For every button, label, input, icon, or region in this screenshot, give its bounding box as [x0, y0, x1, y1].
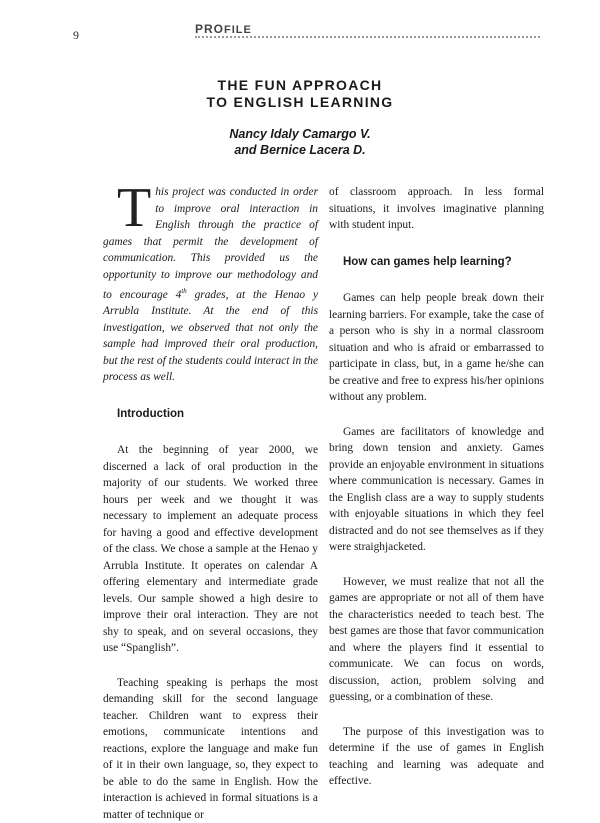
section-label-first: PRO — [195, 22, 225, 36]
abstract-text-before: his project was conducted in order to improve oral interaction in English through the practice of games that permit the development of communication. This provided us the opportunity to improve our methodology and to encourage 4 — [103, 186, 318, 301]
games-paragraph-3: However, we must realize that not all the games are appropriate or not all of them have the characteristics needed to teach best. The best games are those that favor communication and where the players find it essential to communicate. We can focus on words, discussion, action, problem solving and guessing, or a combination of these. — [329, 575, 544, 703]
section-label-rest: FILE — [224, 24, 252, 36]
games-paragraph-1: Games can help people break down their learning barriers. For example, take the case of a person who is shy in a normal classroom situation and who is afraid or embarrassed to participate in class, but, in a game he/she can be creative and free to express his/her opinions without any problem. — [329, 292, 544, 403]
left-column — [103, 177, 319, 823]
article-title — [0, 77, 600, 111]
abstract-paragraph — [103, 177, 319, 386]
intro-paragraph-1: At the beginning of year 2000, we discerned a lack of oral production in the majority of our students. We worked three hours per week and we thought it was necessary to implement an adequate process for having a good and effective development of the class. We chose a sample at the Henao y Arrubla Institute. It operates on calendar A offering elementary and intermediate grade levels. Our sample showed a high desire to improve their oral interaction. They are not shy to speak, and on several occasions, they use “Spanglish”. — [103, 444, 318, 655]
right-paragraph-0: of classroom approach. In less formal situations, it involves imaginative planning with student input. — [329, 186, 544, 231]
header-dotted-rule — [195, 36, 540, 38]
title-line-1: THE FUN APPROACH — [217, 77, 383, 93]
page-number: 9 — [73, 28, 79, 42]
drop-cap: T — [117, 177, 152, 239]
introduction-heading: Introduction — [117, 407, 185, 420]
title-line-2: TO ENGLISH LEARNING — [206, 94, 394, 110]
games-heading: How can games help learning? — [343, 255, 512, 268]
right-column — [329, 184, 544, 790]
author-line-2: and Bernice Lacera D. — [234, 143, 366, 157]
abstract-superscript: th — [181, 287, 187, 295]
games-paragraph-2: Games are facilitators of knowledge and bring down tension and anxiety. Games provide an enjoyable environment in situations where communication is necessary. Games in the English class are a way to supply students with enjoyable situations in which they feel distracted and do not see themselves as if they were straighjacketed. — [329, 425, 544, 553]
author-line-1: Nancy Idaly Camargo V. — [229, 127, 371, 141]
intro-paragraph-2: Teaching speaking is perhaps the most demanding skill for the second language teacher. Children want to express their emotions, communicate intentions and reactions, explore the language and make fun of it in their own language, so, they expect to be able to do the same in English. How the interaction is achieved in formal situations is a matter of technique or — [103, 676, 318, 821]
games-paragraph-4: The purpose of this investigation was to determine if the use of games in English teaching and learning was adequate and effective. — [329, 725, 544, 787]
article-authors — [0, 126, 600, 158]
abstract-text-after: grades, at the Henao y Arrubla Institute. At the end of this investigation, we observed that not only the sample had improved their oral production, but the rest of the students could interact in the process as well. — [103, 288, 319, 384]
section-label — [195, 22, 252, 36]
